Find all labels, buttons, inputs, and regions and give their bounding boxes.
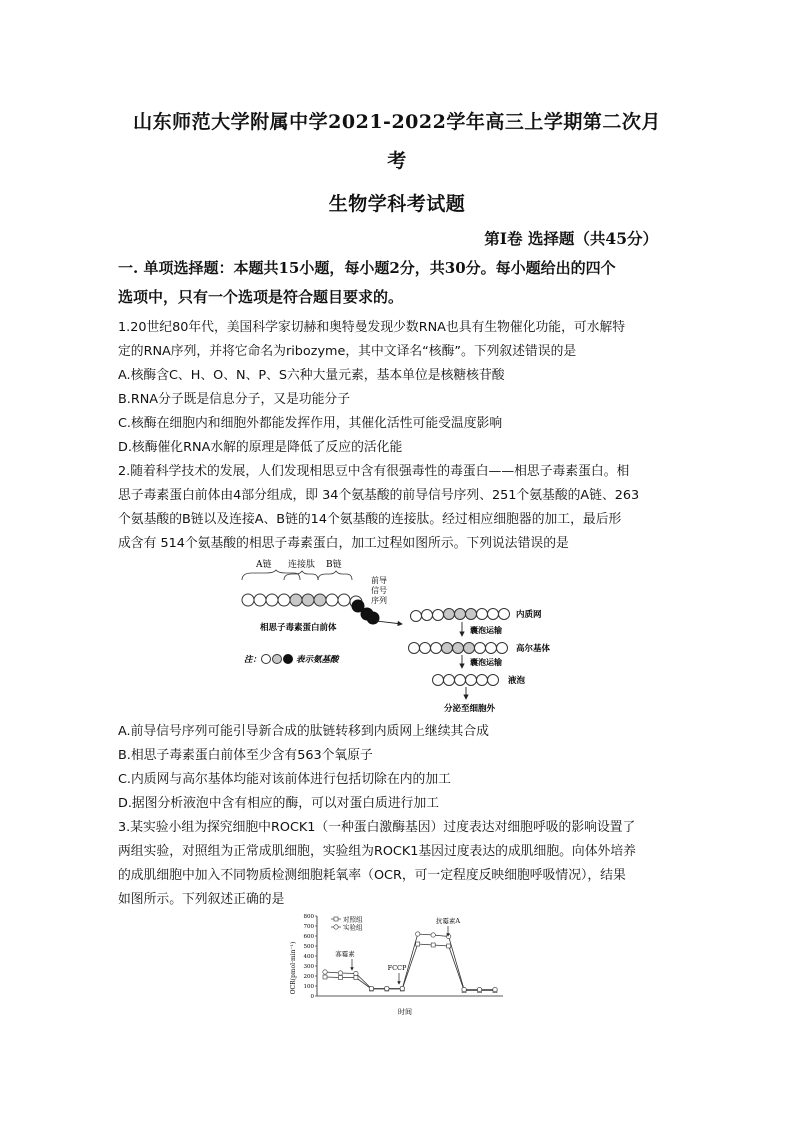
data-point: [416, 942, 420, 946]
question-1: [118, 316, 693, 460]
amino-acid: [453, 643, 464, 654]
label-transport-1: 囊泡运输: [470, 625, 502, 635]
data-point: [477, 987, 481, 991]
amino-acid: [455, 675, 466, 686]
amino-acid: [266, 594, 278, 606]
y-tick-label: 500: [303, 944, 314, 950]
series-line-experiment: [325, 934, 495, 990]
label-golgi: 高尔基体: [516, 644, 551, 654]
data-point: [369, 986, 373, 990]
option-a: A.核酶含C、H、O、N、P、S六种大量元素，基本单位是核糖核苷酸: [118, 368, 505, 383]
y-tick-label: 200: [303, 974, 314, 980]
data-point: [323, 970, 327, 974]
question-2-options: [118, 720, 693, 816]
legend-text: 表示氨基酸: [296, 655, 339, 665]
option-b: B.相思子毒素蛋白前体至少含有563个氧原子: [118, 748, 373, 763]
option-a: A.前导信号序列可能引导新合成的肽链转移到内质网上继续其合成: [118, 724, 489, 739]
data-point: [354, 971, 358, 975]
arrow-to-er: [376, 621, 402, 624]
legend-control-marker: [334, 917, 338, 921]
amino-acid: [442, 643, 453, 654]
data-point: [338, 976, 342, 980]
amino-acid: [477, 609, 488, 620]
amino-acid: [499, 609, 510, 620]
amino-acid: [409, 643, 420, 654]
question-stem-line: 成含有 514个氨基酸的相思子毒素蛋白，加工过程如图所示。下列说法错误的是: [118, 536, 569, 551]
amino-acid: [475, 643, 486, 654]
annotation-fccp: FCCP: [387, 964, 407, 972]
label-vacuole: 液泡: [508, 676, 526, 686]
y-tick-label: 600: [303, 934, 314, 940]
question-stem-line: 个氨基酸的B链以及连接A、B链的14个氨基酸的连接肽。经过相应细胞器的加工，最后形: [118, 512, 622, 527]
question-stem-line: 如图所示。下列叙述正确的是: [118, 892, 285, 907]
data-point: [431, 933, 435, 937]
amino-acid: [466, 675, 477, 686]
y-tick-label: 700: [303, 924, 314, 930]
amino-acid: [302, 594, 314, 606]
amino-acid: [464, 643, 475, 654]
amino-acid: [242, 594, 254, 606]
amino-acid: [326, 594, 338, 606]
precursor-chain: [242, 594, 379, 624]
question-3-stem: [118, 816, 693, 912]
data-point: [385, 986, 389, 990]
question-stem-line: 两组实验，对照组为正常成肌细胞，实验组为ROCK1基因过度表达的成肌细胞。向体外培养: [118, 844, 636, 859]
data-point: [446, 934, 450, 938]
amino-acid: [466, 609, 477, 620]
question-stem-line: 的成肌细胞中加入不同物质检测细胞耗氧率（OCR，可一定程度反映细胞呼吸情况），结果: [118, 868, 626, 883]
er-chain: [411, 609, 510, 622]
amino-acid: [290, 594, 302, 606]
amino-acid: [411, 611, 422, 622]
legend-white-circle: [262, 655, 271, 664]
golgi-chain: [409, 643, 508, 654]
label-transport-2: 囊泡运输: [470, 657, 502, 667]
amino-acid: [433, 675, 444, 686]
chart-ylabel: OCR(pmol·min⁻¹): [290, 941, 297, 995]
annotation-antimycin: 抗霉素A: [435, 917, 461, 925]
leader-amino-acid: [367, 612, 379, 624]
amino-acid: [422, 610, 433, 621]
amino-acid: [444, 609, 455, 620]
part-heading-line: 一. 单项选择题：本题共15小题，每小题2分，共30分。每小题给出的四个: [118, 259, 616, 277]
y-tick-label: 800: [303, 914, 314, 920]
data-point: [416, 932, 420, 936]
question-stem-line: 定的RNA序列，并将它命名为ribozyme，其中文译名“核酶”。下列叙述错误的是: [118, 344, 577, 359]
option-c: C.核酶在细胞内和细胞外都能发挥作用，其催化活性可能受温度影响: [118, 416, 503, 431]
brace-b-chain: [318, 571, 352, 580]
amino-acid: [488, 609, 499, 620]
vacuole-chain: [433, 675, 499, 686]
amino-acid: [420, 643, 431, 654]
question-stem-line: 1.20世纪80年代，美国科学家切赫和奥特曼发现少数RNA也具有生物催化功能，可水解特: [118, 320, 626, 335]
section-label: 第Ⅰ卷 选择题（共45分）: [484, 229, 658, 248]
option-d: D.核酶催化RNA水解的原理是降低了反应的活化能: [118, 440, 403, 455]
amino-acid: [254, 594, 266, 606]
legend-gray-circle: [273, 655, 282, 664]
label-b-chain: B链: [326, 560, 342, 570]
data-point: [462, 987, 466, 991]
amino-acid: [431, 643, 442, 654]
question-stem-line: 思子毒素蛋白前体由4部分组成，即 34个氨基酸的前导信号序列、251个氨基酸的A链、263: [118, 488, 640, 503]
amino-acid: [486, 643, 497, 654]
data-point: [493, 987, 497, 991]
label-leader-1: 前导: [371, 576, 387, 585]
question-2-stem: [118, 460, 693, 556]
protein-processing-diagram: [230, 556, 590, 714]
legend-note: 注：: [244, 655, 262, 665]
y-tick-label: 100: [303, 984, 314, 990]
label-leader-2: 信号: [371, 586, 387, 595]
exam-title-line2: 考: [387, 150, 407, 172]
part-heading: [118, 254, 684, 312]
amino-acid: [497, 643, 508, 654]
data-point: [338, 971, 342, 975]
option-d: D.据图分析液泡中含有相应的酶，可以对蛋白质进行加工: [118, 796, 440, 811]
legend-black-circle: [284, 655, 293, 664]
exam-subtitle: 生物学科考试题: [328, 193, 466, 215]
amino-acid: [444, 675, 455, 686]
amino-acid: [433, 610, 444, 621]
brace-linker: [284, 571, 318, 580]
data-point: [400, 986, 404, 990]
option-c: C.内质网与高尔基体均能对该前体进行包括切除在内的加工: [118, 772, 451, 787]
label-precursor: 相思子毒素蛋白前体: [260, 623, 337, 633]
y-tick-label: 400: [303, 954, 314, 960]
ocr-line-chart: [285, 908, 510, 1018]
data-point: [447, 944, 451, 948]
legend-control-label: 对照组: [343, 915, 363, 924]
label-er: 内质网: [516, 610, 542, 620]
brace-a-chain: [242, 570, 300, 580]
label-secreted: 分泌至细胞外: [444, 704, 496, 714]
data-point: [323, 975, 327, 979]
label-linker: 连接肽: [288, 560, 316, 570]
part-heading-line: 选项中，只有一个选项是符合题目要求的。: [118, 288, 404, 306]
question-stem-line: 3.某实验小组为探究细胞中ROCK1（一种蛋白激酶基因）过度表达对细胞呼吸的影响设置了: [118, 820, 636, 835]
label-leader-3: 序列: [371, 596, 387, 605]
data-point: [354, 976, 358, 980]
y-tick-label: 0: [310, 994, 314, 1000]
legend-experiment-marker: [334, 925, 338, 929]
chart-xlabel: 时间: [398, 1008, 412, 1016]
data-point: [431, 943, 435, 947]
annotation-oligomycin: 寡霉素: [335, 950, 355, 958]
amino-acid: [477, 675, 488, 686]
amino-acid: [278, 594, 290, 606]
exam-title-line1: 山东师范大学附属中学2021-2022学年高三上学期第二次月: [133, 111, 661, 133]
option-b: B.RNA分子既是信息分子，又是功能分子: [118, 392, 351, 407]
amino-acid: [338, 594, 350, 606]
y-tick-label: 300: [303, 964, 314, 970]
label-a-chain: A链: [256, 560, 272, 570]
question-stem-line: 2.随着科学技术的发展，人们发现相思豆中含有很强毒性的毒蛋白——相思子毒素蛋白。相: [118, 464, 630, 479]
amino-acid: [488, 675, 499, 686]
legend-experiment-label: 实验组: [343, 923, 363, 932]
amino-acid: [314, 594, 326, 606]
amino-acid: [455, 609, 466, 620]
